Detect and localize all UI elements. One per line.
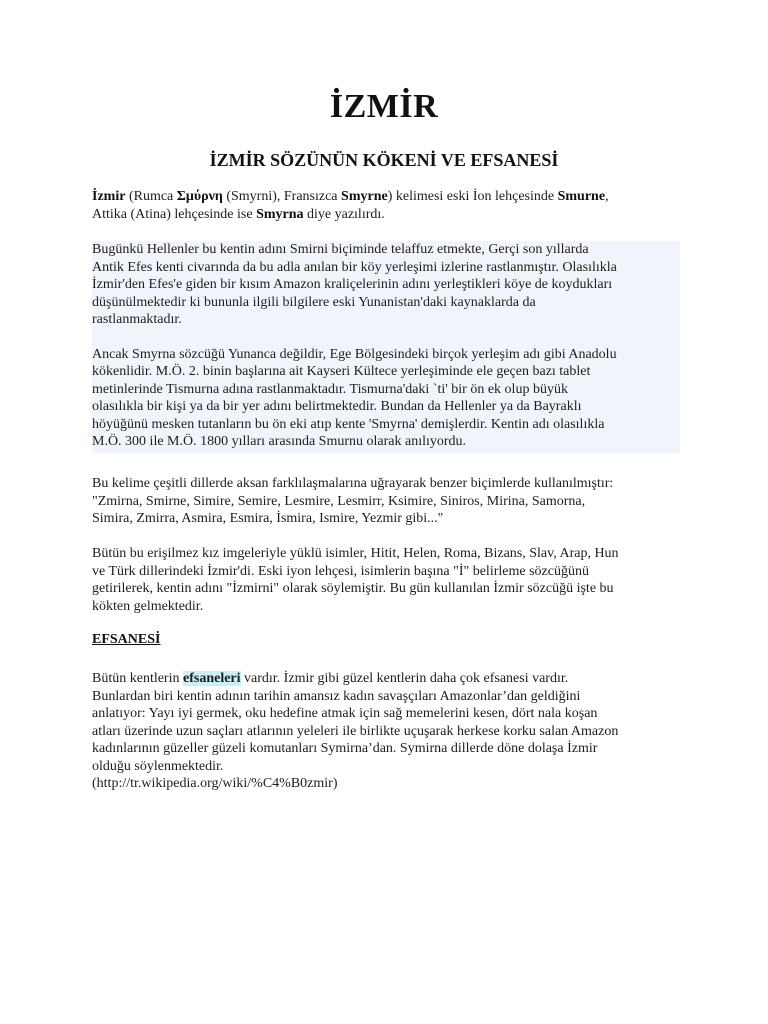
p5-line: getirilerek, kentin adını "İzmirni" olarak söylemiştir. Bu gün kullanılan İzmir sözcüğü işte bu [92, 581, 614, 596]
intro-paragraph [92, 188, 682, 223]
p2-line: rastlanmaktadır. [92, 312, 182, 327]
intro-line-1 [92, 188, 682, 206]
p4-line: "Zmirna, Smirne, Simire, Semire, Lesmire, Lesmirr, Ksimire, Siniros, Mirina, Samorna, [92, 493, 586, 509]
p3-line: M.Ö. 300 ile M.Ö. 1800 yılları arasında Smurnu olarak anılıyordu. [92, 434, 467, 449]
legend-line: anlatıyor: Yayı iyi germek, oku hedefine atmak için sağ memelerini kesen, dört nala koşan [92, 706, 598, 721]
intro-text-2: (Smyrni), Fransızca [222, 189, 342, 204]
p5-line: Bütün bu erişilmez kız imgeleriyle yüklü isimler, Hitit, Helen, Roma, Bizans, Slav, Arap, Hun [92, 546, 619, 561]
highlighted-word: efsaneleri [183, 671, 241, 686]
intro-text-5: Attika (Atina) lehçesinde ise [92, 206, 257, 222]
page-subtitle: İZMİR SÖZÜNÜN KÖKENİ VE EFSANESİ [209, 150, 559, 170]
legend-line: Bunlardan biri kentin adının tarihin amansız kadın savaşçıları Amazonlar’dan geldiğini [92, 688, 581, 704]
intro-text-1: (Rumca [125, 189, 177, 204]
p3-line: olasılıkla bir kişi ya da bir yer adını belirtmektedir. Bundan da Hellenler ya da Bayraklı [92, 399, 582, 414]
intro-text-6: diye yazılırdı. [303, 206, 385, 222]
p2-line: Bugünkü Hellenler bu kentin adını Smirni biçiminde telaffuz etmekte, Gerçi son yıllarda [92, 242, 589, 257]
page-title: İZMİR [329, 88, 439, 125]
legend-lead: Bütün kentlerin [92, 671, 183, 686]
p3-line: höyüğünü mesken tutanların bu ön eki atıp kente 'Smyrna' demişlerdir. Kentin adı olasılıkla [92, 416, 605, 432]
intro-line-2 [92, 206, 682, 224]
legend-line: atları üzerinde uzun saçları atlarının yeleleri ile birlikte uçuşarak herkese korku salan Amazon [92, 723, 619, 739]
paragraph-gap [92, 329, 677, 346]
intro-text-3: ) kelimesi eski İon lehçesinde [387, 189, 558, 204]
legend-paragraph [92, 670, 682, 793]
paragraph-3 [92, 346, 677, 451]
legend-rest: vardır. İzmir gibi güzel kentlerin daha çok efsanesi vardır. [240, 671, 569, 686]
term-smyrne: Smyrne [341, 189, 388, 204]
p5-line: ve Türk dillerindeki İzmir'di. Eski iyon lehçesi, isimlerin başına "İ" belirleme sözcüğünü [92, 563, 589, 579]
legend-line: kadınlarının güzeller güzeli komutanları Symirna’dan. Symirna dillerde döne dolaşa İzmir [92, 741, 598, 756]
paragraph-5 [92, 545, 682, 615]
p2-line: İzmir'den Efes'e giden bir kısım Amazon kraliçelerinin adını yerleştikleri köye de koydukları [92, 277, 613, 292]
p5-line: kökten gelmektedir. [92, 598, 204, 614]
term-smyrna: Smyrna [256, 206, 304, 222]
p4-line: Simira, Zmirra, Asmira, Esmira, İsmira, Ismire, Yezmir gibi..." [92, 511, 444, 526]
term-greek: Σμύρνη [176, 189, 223, 204]
p3-line: kökenlidir. M.Ö. 2. binin başlarına ait Kayseri Kültece yerleşiminde ele geçen bazı tablet [92, 364, 591, 379]
p4-line: Bu kelime çeşitli dillerde aksan farklılaşmalarına uğrayarak benzer biçimlerde kullanılmıştır: [92, 476, 614, 491]
paragraph-4 [92, 475, 682, 528]
legend-line: olduğu söylenmektedir. [92, 758, 224, 774]
p2-line: düşünülmektedir ki bununla ilgili bilgilere eski Yunanistan'daki kaynaklarda da [92, 294, 536, 310]
p3-line: Ancak Smyrna sözcüğü Yunanca değildir, Ege Bölgesindeki birçok yerleşim adı gibi Anadolu [92, 346, 617, 362]
shaded-block [92, 241, 680, 453]
efsanesi-heading: EFSANESİ [92, 632, 161, 647]
intro-text-4: , [605, 189, 609, 204]
paragraph-2 [92, 241, 677, 329]
p2-line: Antik Efes kenti civarında da bu adla anılan bir köy yerleşimi izlerine rastlanmıştır. Olasılıkla [92, 259, 617, 275]
source-link[interactable]: (http://tr.wikipedia.org/wiki/%C4%B0zmir) [92, 776, 338, 791]
p3-line: metinlerinde Tismurna adına rastlanmaktadır. Tismurna'daki `ti' bir ön ek olup büyük [92, 381, 568, 397]
term-smurne: Smurne [557, 189, 606, 204]
legend-line-1 [92, 670, 682, 688]
term-izmir: İzmir [92, 189, 126, 204]
